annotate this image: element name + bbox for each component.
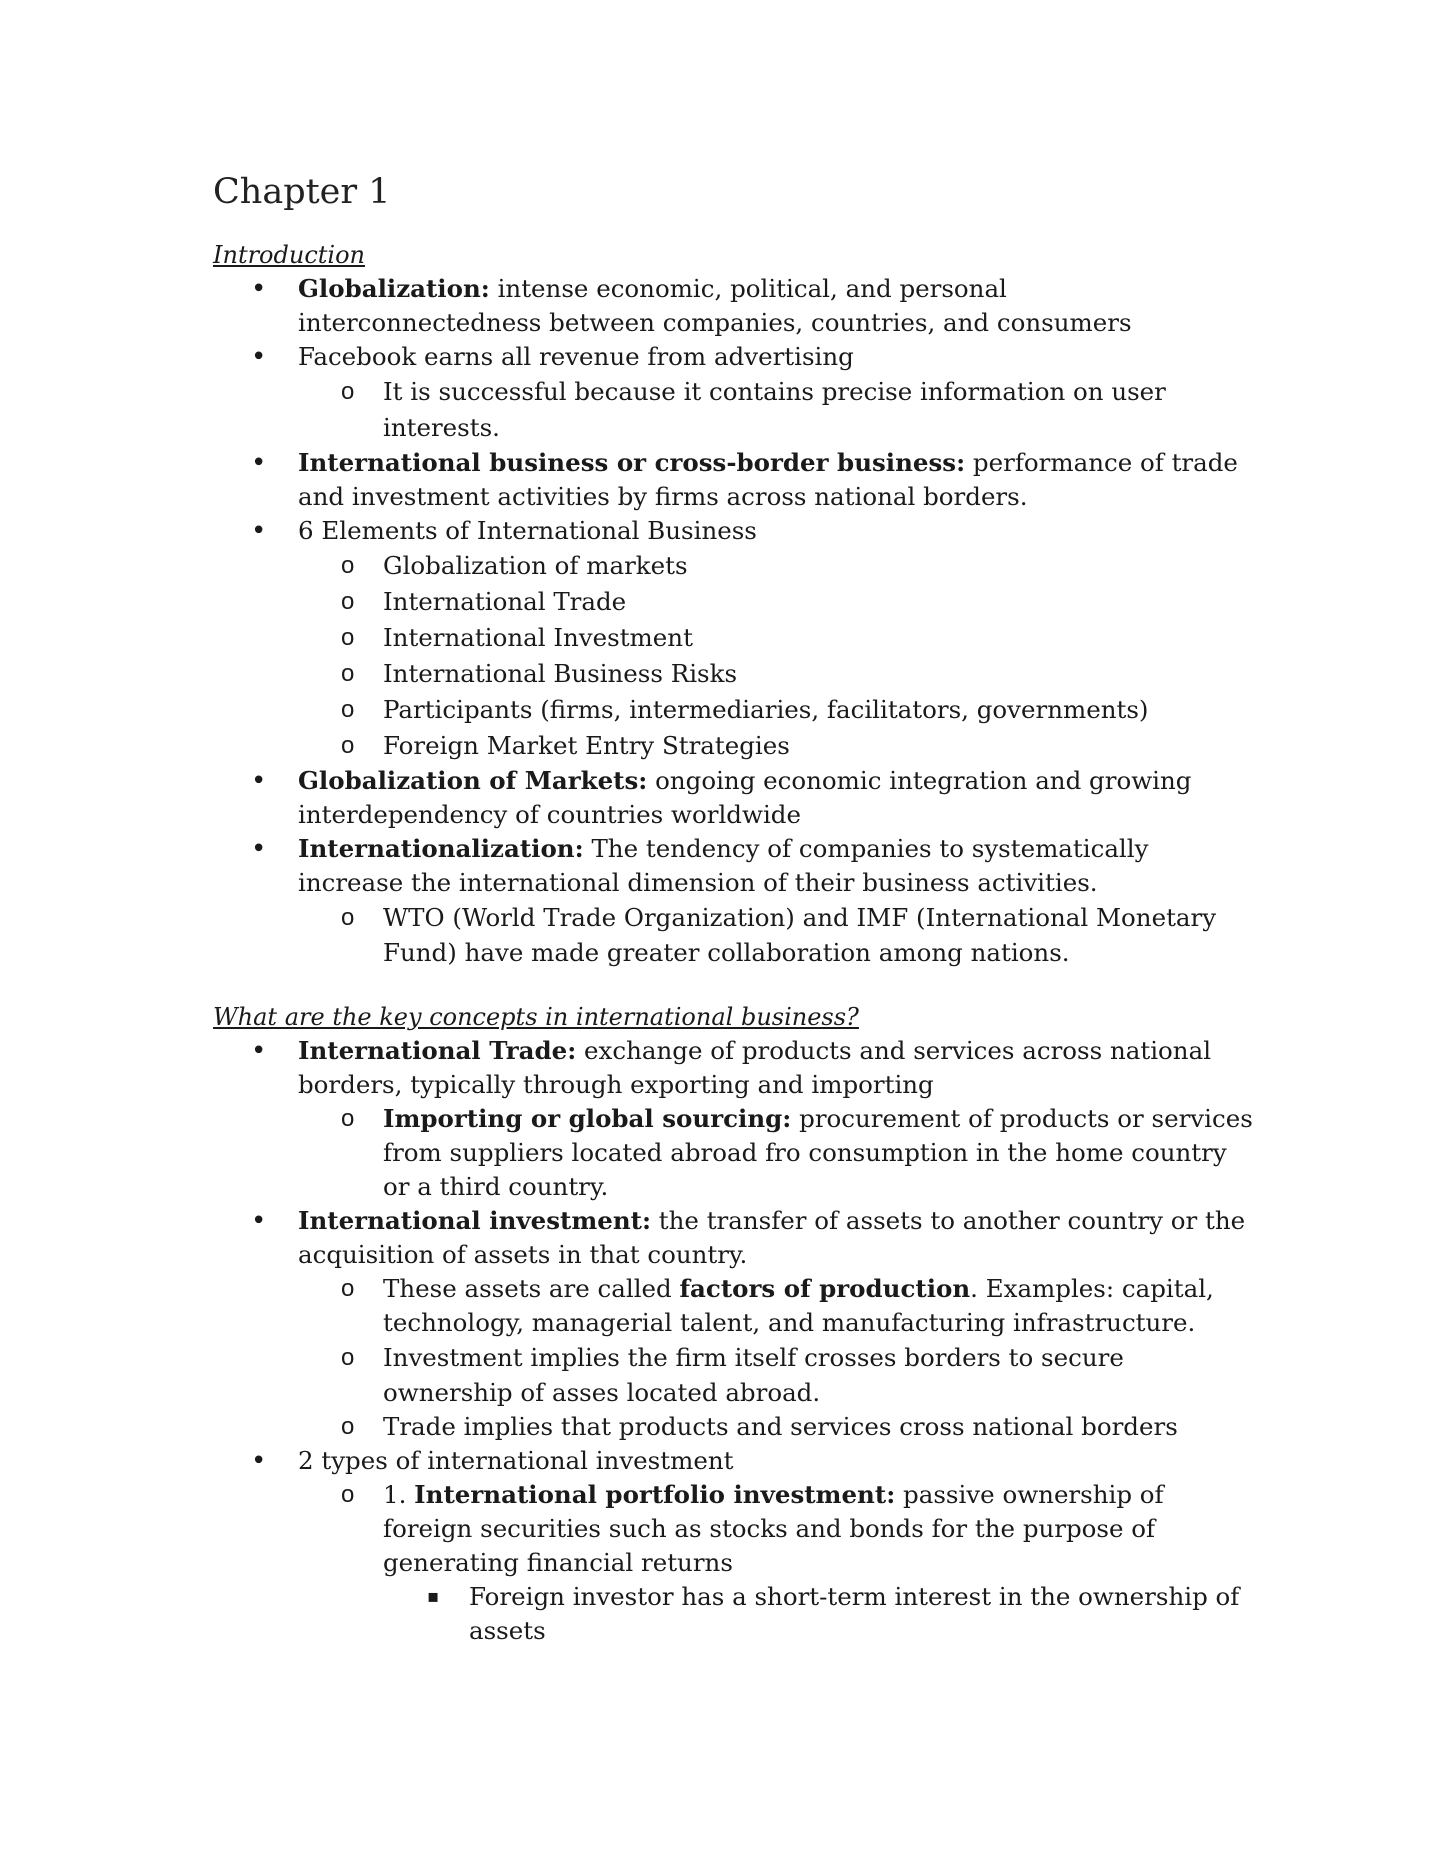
facebook-sublist	[213, 374, 1253, 446]
bullet-marker: •	[251, 274, 267, 304]
factors-pre: These assets are called	[383, 1274, 680, 1303]
section-spacer	[213, 970, 1253, 1000]
section-heading-key-concepts: What are the key concepts in international business?	[213, 1003, 859, 1031]
definition-international-investment: the transfer of assets to another country or the acquisition of assets in that country.	[298, 1206, 1246, 1269]
circle-marker: o	[341, 696, 355, 723]
definition-globalization-of-markets: ongoing economic integration and growing interdependency of countries worldwide	[298, 766, 1192, 829]
list-item-element	[213, 692, 1253, 727]
key-list-cont2	[213, 1444, 1253, 1478]
six-elements-sublist	[213, 548, 1253, 763]
list-item-factors-of-production	[213, 1272, 1253, 1340]
intro-list	[213, 272, 1253, 374]
list-item-element	[213, 656, 1253, 691]
key-list-cont	[213, 1204, 1253, 1272]
list-item-importing	[213, 1102, 1253, 1204]
term-international-trade: International Trade:	[298, 1036, 577, 1065]
portfolio-sublist	[213, 1580, 1253, 1648]
circle-marker: o	[341, 1481, 355, 1508]
term-international-business: International business or cross-border business:	[298, 448, 966, 477]
definition-portfolio-investment: passive ownership of foreign securities such as stocks and bonds for the purpose of generating financial returns	[383, 1480, 1164, 1577]
definition-international-trade: exchange of products and services across national borders, typically through exporting and importing	[298, 1036, 1212, 1099]
facebook-text: Facebook earns all revenue from advertising	[298, 342, 854, 371]
intro-list-cont	[213, 446, 1253, 548]
wto-imf-text: WTO (World Trade Organization) and IMF (International Monetary Fund) have made greater collaboration among nations.	[383, 903, 1217, 967]
intro-list-cont2	[213, 764, 1253, 900]
list-item-facebook	[213, 340, 1253, 374]
list-item-element	[213, 548, 1253, 583]
bullet-marker: •	[251, 834, 267, 864]
bullet-marker: •	[251, 1446, 267, 1476]
bullet-marker: •	[251, 448, 267, 478]
section-heading-introduction: Introduction	[213, 241, 365, 269]
list-item-six-elements	[213, 514, 1253, 548]
circle-marker: o	[341, 732, 355, 759]
circle-marker: o	[341, 552, 355, 579]
list-item-element	[213, 620, 1253, 655]
term-factors-of-production: factors of production	[679, 1274, 971, 1303]
definition-international-business: performance of trade and investment activities by firms across national borders.	[298, 448, 1238, 511]
term-globalization-of-markets: Globalization of Markets:	[298, 766, 648, 795]
definition-globalization: intense economic, political, and personal interconnectedness between companies, countries, and consumers	[298, 274, 1132, 337]
square-marker: ▪	[427, 1586, 440, 1607]
list-item-portfolio-investment	[213, 1478, 1253, 1580]
investment-types-text: 2 types of international investment	[298, 1446, 734, 1475]
bullet-marker: •	[251, 516, 267, 546]
short-term-interest-text: Foreign investor has a short-term interest in the ownership of assets	[469, 1582, 1240, 1645]
document-page	[213, 172, 1253, 1648]
term-internationalization: Internationalization:	[298, 834, 584, 863]
circle-marker: o	[341, 904, 355, 931]
circle-marker: o	[341, 1105, 355, 1132]
circle-marker: o	[341, 1344, 355, 1371]
list-item-globalization-of-markets	[213, 764, 1253, 832]
investment-sublist	[213, 1272, 1253, 1444]
list-item-wto-imf	[213, 900, 1253, 970]
key-list	[213, 1034, 1253, 1102]
list-item-short-term-interest	[213, 1580, 1253, 1648]
bullet-marker: •	[251, 342, 267, 372]
section-key-concepts	[213, 1000, 1253, 1648]
term-globalization: Globalization:	[298, 274, 490, 303]
definition-importing: procurement of products or services from suppliers located abroad fro consumption in the home country or a third country.	[383, 1104, 1253, 1201]
circle-marker: o	[341, 378, 355, 405]
internationalization-sublist	[213, 900, 1253, 970]
section-introduction	[213, 238, 1253, 970]
chapter-title: Chapter 1	[213, 172, 391, 212]
element-text: Participants (firms, intermediaries, facilitators, governments)	[383, 695, 1149, 724]
list-item-internationalization	[213, 832, 1253, 900]
list-item-element	[213, 728, 1253, 763]
list-item-investment-implies	[213, 1340, 1253, 1410]
circle-marker: o	[341, 660, 355, 687]
list-item-international-business	[213, 446, 1253, 514]
trade-implies-text: Trade implies that products and services cross national borders	[383, 1412, 1178, 1441]
element-text: International Trade	[383, 587, 627, 616]
term-portfolio-investment: International portfolio investment:	[414, 1480, 896, 1509]
bullet-marker: •	[251, 766, 267, 796]
list-item-investment-types	[213, 1444, 1253, 1478]
circle-marker: o	[341, 1413, 355, 1440]
list-item-international-trade	[213, 1034, 1253, 1102]
element-text: Globalization of markets	[383, 551, 688, 580]
list-item-facebook-success	[213, 374, 1253, 446]
element-text: International Business Risks	[383, 659, 738, 688]
investment-implies-text: Investment implies the firm itself crosses borders to secure ownership of asses located abroad.	[383, 1343, 1124, 1407]
portfolio-number: 1.	[383, 1480, 415, 1509]
element-text: Foreign Market Entry Strategies	[383, 731, 790, 760]
term-international-investment: International investment:	[298, 1206, 652, 1235]
types-sublist	[213, 1478, 1253, 1580]
facebook-success-text: It is successful because it contains precise information on user interests.	[383, 377, 1166, 442]
list-item-trade-implies	[213, 1410, 1253, 1444]
six-elements-text: 6 Elements of International Business	[298, 516, 757, 545]
list-item-globalization	[213, 272, 1253, 340]
element-text: International Investment	[383, 623, 693, 652]
circle-marker: o	[341, 1275, 355, 1302]
list-item-element	[213, 584, 1253, 619]
circle-marker: o	[341, 624, 355, 651]
trade-sublist	[213, 1102, 1253, 1204]
circle-marker: o	[341, 588, 355, 615]
bullet-marker: •	[251, 1206, 267, 1236]
factors-post: . Examples: capital, technology, managerial talent, and manufacturing infrastructure.	[383, 1274, 1214, 1337]
list-item-international-investment	[213, 1204, 1253, 1272]
definition-internationalization: The tendency of companies to systematically increase the international dimension of their business activities.	[298, 834, 1149, 897]
bullet-marker: •	[251, 1036, 267, 1066]
term-importing: Importing or global sourcing:	[383, 1104, 792, 1133]
